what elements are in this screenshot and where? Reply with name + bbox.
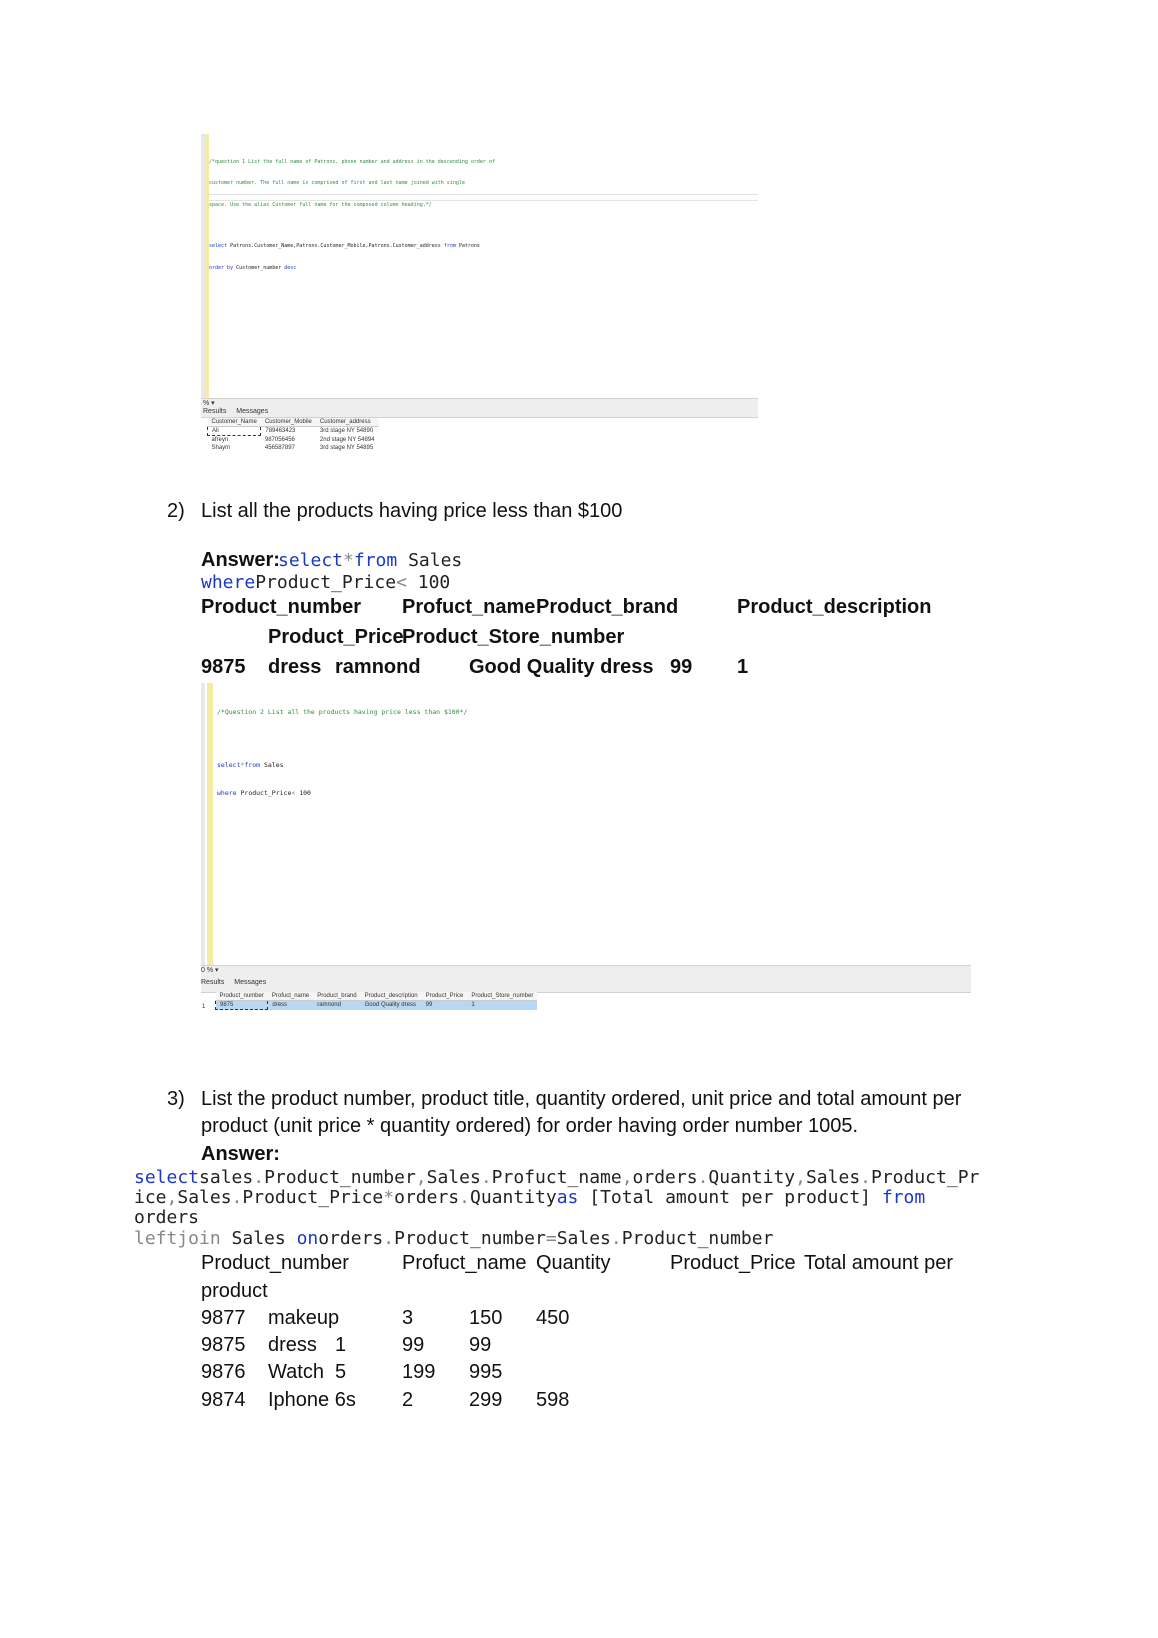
query1-comment-line: customer number. The full name is comprised of first and last name joined with single (209, 180, 465, 187)
column-header[interactable]: Product_description (361, 992, 422, 1001)
table-row[interactable] (208, 444, 379, 452)
q3-header: Product_Price (670, 1252, 796, 1274)
zoom-selector[interactable]: % ▾ (203, 400, 215, 407)
zoom-selector[interactable]: 0 % ▾ (201, 967, 219, 974)
q3-cell: 2 (402, 1389, 414, 1411)
query1-screenshot (201, 134, 758, 452)
q3-cell: 99 (469, 1334, 492, 1356)
column-header[interactable]: Customer_Name (208, 418, 261, 427)
query1-order-line: order by Customer_number desc (209, 265, 297, 271)
table-cell[interactable]: dress (268, 1001, 313, 1010)
q3-cell: dress (268, 1334, 317, 1356)
q3-cell: 9877 (201, 1307, 246, 1329)
q2-cell: 9875 (201, 656, 246, 678)
query1-select-line: select Patrons.Customer_Name,Patrons.Customer_Mobile,Patrons.Customer_address from Patrons (209, 243, 480, 250)
q2-question: List all the products having price less than $100 (201, 500, 623, 522)
q3-cell: 1 (335, 1334, 347, 1356)
q3-header-wrap: product (201, 1280, 268, 1302)
q3-sql-line3: orders (134, 1207, 200, 1228)
q2-sql-line1: select*from Sales (278, 550, 463, 571)
q3-cell: 9875 (201, 1334, 246, 1356)
table-cell[interactable]: afreyn (211, 437, 229, 443)
query2-results-grid (215, 992, 537, 1010)
q3-cell: 9874 (201, 1389, 246, 1411)
query1-results-grid (207, 418, 379, 452)
q2-header: Product_description (737, 596, 932, 618)
editor-gutter (201, 683, 205, 965)
q3-header: Profuct_name (402, 1252, 527, 1274)
q3-cell: Iphone 6s (268, 1389, 356, 1411)
q2-cell: ramnond (335, 656, 421, 678)
q3-sql-line2: ice,Sales.Product_Price*orders.Quantityas [Total amount per product] from (134, 1187, 926, 1208)
tab-results[interactable]: Results (203, 408, 227, 415)
tab-results[interactable]: Results (201, 979, 225, 986)
table-row[interactable] (216, 1001, 538, 1010)
table-cell[interactable]: 789463423 (265, 428, 296, 435)
q2-header: Product_Store_number (402, 626, 625, 648)
results-toolbar (201, 965, 971, 993)
table-row[interactable] (208, 427, 379, 436)
q2-header: Product_brand (536, 596, 679, 618)
column-header[interactable]: Customer_Mobile (261, 418, 316, 427)
q2-header: Product_Price (268, 626, 404, 648)
q3-cell: 5 (335, 1361, 347, 1383)
query1-comment-line: /*question 1 List the full name of Patrons, phone number and address in the descending order of (209, 158, 495, 165)
q2-cell: 99 (670, 656, 693, 678)
tab-messages[interactable]: Messages (236, 408, 269, 415)
table-cell[interactable]: 99 (422, 1001, 468, 1010)
q2-answer-label: Answer: (201, 549, 280, 571)
editor-divider (209, 194, 758, 195)
q2-number: 2) (167, 500, 185, 522)
column-header[interactable]: Product_Price (422, 992, 468, 1001)
column-header[interactable]: Profuct_name (268, 992, 313, 1001)
results-tabs (201, 979, 274, 986)
q3-cell: makeup (268, 1307, 340, 1329)
editor-divider (209, 200, 758, 201)
query2-select-line: select*from Sales (217, 760, 284, 769)
table-cell[interactable]: ramnond (313, 1001, 360, 1010)
column-header[interactable]: Product_number (216, 992, 268, 1001)
q3-header: Product_number (201, 1252, 349, 1274)
q2-header: Profuct_name (402, 596, 536, 618)
table-cell[interactable]: 987056456 (264, 436, 295, 443)
q3-cell: 9876 (201, 1361, 246, 1383)
q3-question-line: product (unit price * quantity ordered) for order having order number 1005. (201, 1115, 859, 1137)
q3-cell: 598 (536, 1389, 570, 1411)
q3-answer-label: Answer: (201, 1143, 280, 1165)
column-header[interactable]: Customer_address (316, 418, 379, 427)
query1-editor[interactable] (209, 144, 495, 287)
table-cell[interactable]: 456587897 (264, 445, 295, 451)
table-cell[interactable]: 9875 (216, 1001, 268, 1010)
tab-messages[interactable]: Messages (234, 979, 267, 986)
q2-header: Product_number (201, 596, 362, 618)
q2-cell: Good Quality dress (469, 656, 654, 678)
table-cell[interactable]: 3rd stage NY 54895 (319, 445, 374, 451)
q2-sql-line2: whereProduct_Price< 100 (201, 572, 451, 593)
results-tabs (203, 408, 276, 415)
q3-cell: 299 (469, 1389, 503, 1411)
results-toolbar (201, 398, 758, 418)
q2-cell: 1 (737, 656, 749, 678)
editor-change-bar (207, 683, 213, 965)
row-number: 1 (202, 1004, 206, 1010)
q3-header: Quantity (536, 1252, 611, 1274)
table-row[interactable] (208, 436, 379, 445)
q3-cell: 150 (469, 1307, 503, 1329)
query2-where-line: where Product_Price< 100 (217, 789, 311, 798)
q3-cell: 3 (402, 1307, 414, 1329)
q3-sql-line1: selectsales.Product_number,Sales.Profuct_name,orders.Quantity,Sales.Product_Pr (134, 1167, 980, 1188)
table-cell[interactable]: Ali (208, 427, 261, 436)
query2-editor[interactable] (217, 689, 467, 817)
table-cell[interactable]: 3rd stage NY 54890 (319, 428, 374, 435)
query2-comment: /*Question 2 List all the products having price less than $100*/ (217, 707, 468, 716)
q3-number: 3) (167, 1088, 185, 1110)
column-header[interactable]: Product_brand (313, 992, 360, 1001)
q3-cell: 995 (469, 1361, 503, 1383)
table-cell[interactable]: 2nd stage NY 54894 (319, 436, 375, 443)
q3-cell: 99 (402, 1334, 425, 1356)
q3-sql-line4: leftjoin Sales onorders.Product_number=Sales.Product_number (134, 1228, 774, 1249)
table-cell[interactable]: Shaym (211, 445, 231, 451)
column-header[interactable]: Product_Store_number (467, 992, 537, 1001)
query2-screenshot (201, 683, 971, 1017)
table-cell[interactable]: Good Quality dress (361, 1001, 422, 1010)
table-cell[interactable]: 1 (467, 1001, 537, 1010)
q3-cell: 199 (402, 1361, 436, 1383)
q3-question-line: List the product number, product title, quantity ordered, unit price and total amount per (201, 1088, 962, 1110)
q2-cell: dress (268, 656, 322, 678)
query1-comment-line: space. Use the alias Customer full name for the composed column heading.*/ (209, 202, 432, 208)
q3-cell: Watch (268, 1361, 324, 1383)
q3-header: Total amount per (804, 1252, 953, 1274)
q3-cell: 450 (536, 1307, 570, 1329)
